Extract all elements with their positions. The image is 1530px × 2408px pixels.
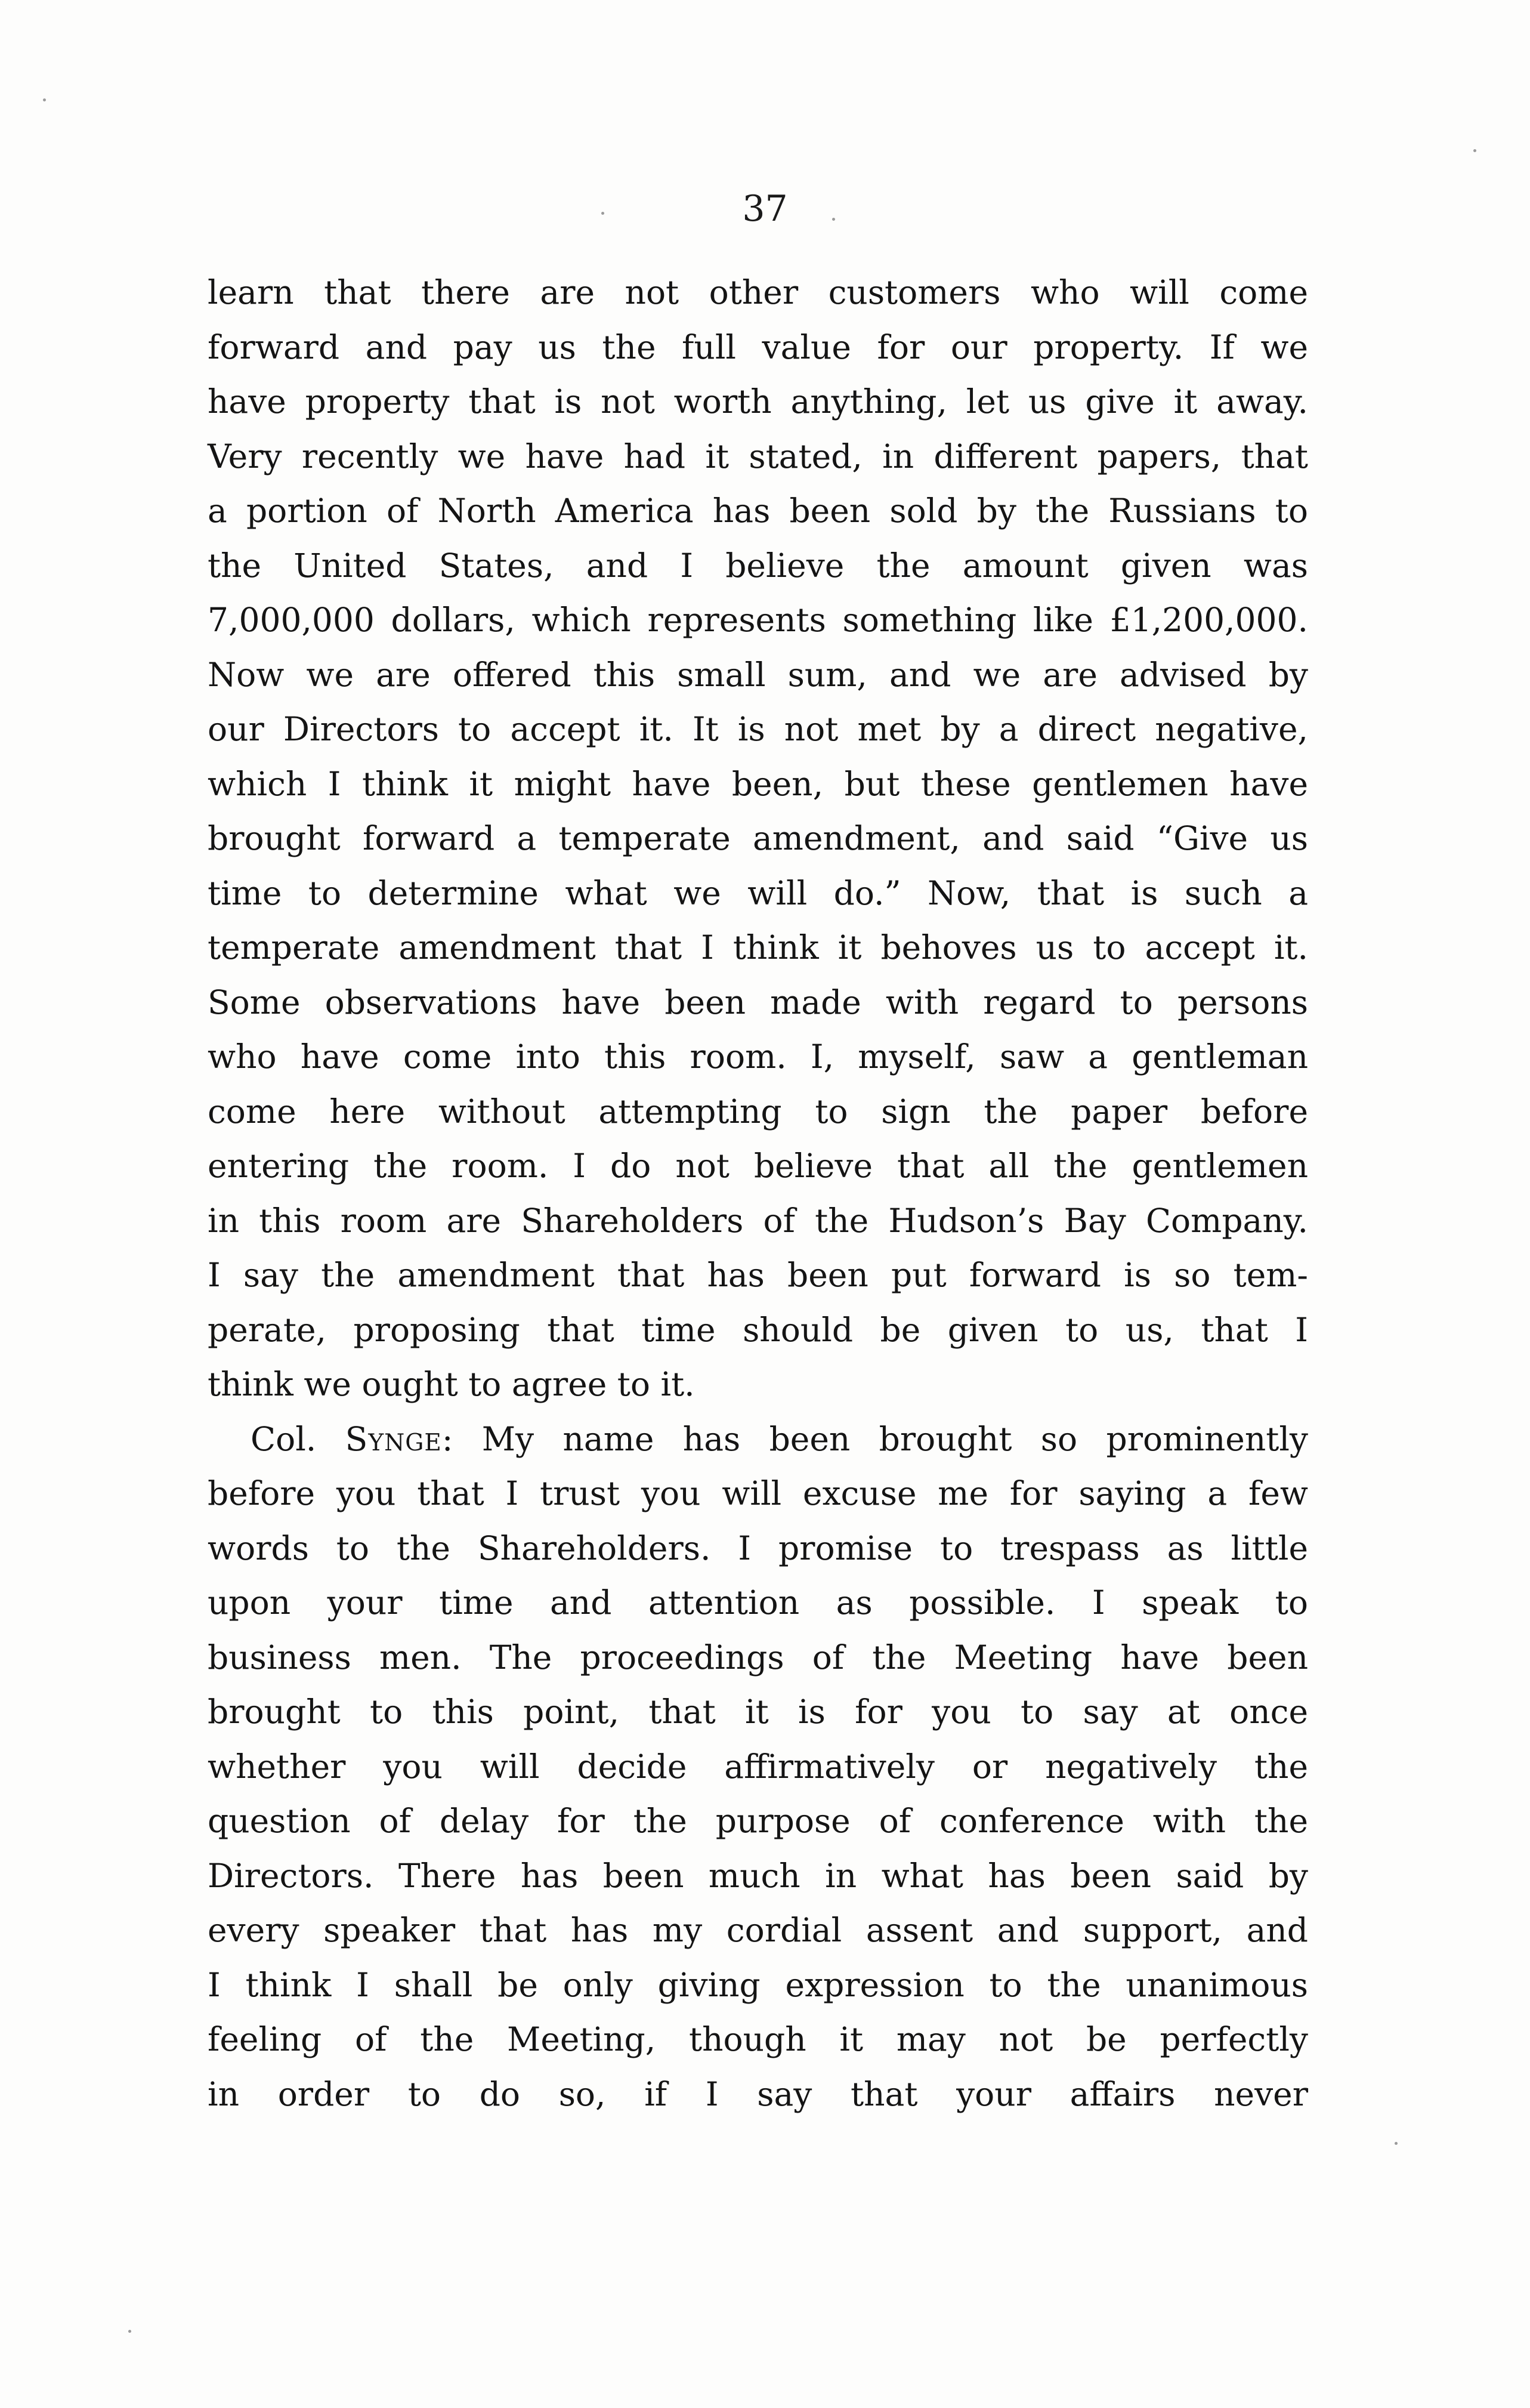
text-line: have property that is not worth anything, let us give it away. xyxy=(208,382,1308,421)
text-line: learn that there are not other customers who will come xyxy=(208,273,1308,311)
text-line: upon your time and attention as possible. I speak to xyxy=(208,1583,1308,1622)
speaker-line xyxy=(208,1412,1308,1467)
text-line: who have come into this room. I, myself, saw a gentleman xyxy=(208,1038,1308,1076)
paper-speck xyxy=(43,98,46,101)
speaker-prefix: Col. xyxy=(251,1419,317,1458)
speaker-line-text: : My name has been brought so prominently xyxy=(441,1419,1309,1458)
speaker-name: Synge xyxy=(345,1419,442,1458)
paper-speck xyxy=(1473,149,1476,152)
text-line: before you that I trust you will excuse me for saying a few xyxy=(208,1474,1308,1512)
paper-speck xyxy=(128,2330,131,2333)
text-line: words to the Shareholders. I promise to trespass as little xyxy=(208,1529,1308,1567)
text-line: Some observations have been made with regard to persons xyxy=(208,983,1308,1021)
text-line: entering the room. I do not believe that all the gentlemen xyxy=(208,1147,1308,1185)
text-line: which I think it might have been, but these gentlemen have xyxy=(208,764,1308,803)
page-number: 37 xyxy=(742,188,788,230)
text-line: Directors. There has been much in what has been said by xyxy=(208,1856,1308,1895)
text-line: temperate amendment that I think it behoves us to accept it. xyxy=(208,928,1308,967)
text-line: in order to do so, if I say that your affairs never xyxy=(208,2074,1308,2113)
paragraph-2 xyxy=(208,1412,1308,2122)
text-line: every speaker that has my cordial assent and support, and xyxy=(208,1911,1308,1949)
text-line: I think I shall be only giving expression to the unanimous xyxy=(208,1965,1308,2004)
text-line: feeling of the Meeting, though it may not be perfectly xyxy=(208,2020,1308,2058)
text-line: business men. The proceedings of the Meeting have been xyxy=(208,1638,1308,1677)
text-line: in this room are Shareholders of the Hudson’s Bay Company. xyxy=(208,1201,1308,1240)
text-line: 7,000,000 dollars, which represents something like £1,200,000. xyxy=(208,601,1308,639)
text-line: come here without attempting to sign the paper before xyxy=(208,1092,1308,1131)
text-line: Very recently we have had it stated, in different papers, that xyxy=(208,437,1308,476)
text-line: the United States, and I believe the amount given was xyxy=(208,546,1308,585)
text-line: a portion of North America has been sold by the Russians to xyxy=(208,492,1308,530)
text-line: think we ought to agree to it. xyxy=(208,1365,695,1403)
text-line: question of delay for the purpose of conference with the xyxy=(208,1802,1308,1840)
body-text xyxy=(208,266,1308,2122)
text-line: forward and pay us the full value for our property. If we xyxy=(208,328,1308,366)
text-line: our Directors to accept it. It is not met by a direct negative, xyxy=(208,710,1308,748)
paper-speck xyxy=(1395,2142,1398,2145)
text-line: time to determine what we will do.” Now, that is such a xyxy=(208,873,1308,912)
text-line: brought to this point, that it is for you to say at once xyxy=(208,1693,1308,1731)
text-line: brought forward a temperate amendment, and said “Give us xyxy=(208,819,1308,857)
paper-speck xyxy=(832,218,835,221)
text-line: Now we are offered this small sum, and we are advised by xyxy=(208,655,1308,694)
text-line: perate, proposing that time should be given to us, that I xyxy=(208,1310,1308,1349)
text-line: I say the amendment that has been put forward is so tem- xyxy=(208,1256,1308,1294)
paper-speck xyxy=(601,212,604,215)
text-line: whether you will decide affirmatively or negatively the xyxy=(208,1747,1308,1786)
paragraph-1 xyxy=(208,266,1308,1412)
